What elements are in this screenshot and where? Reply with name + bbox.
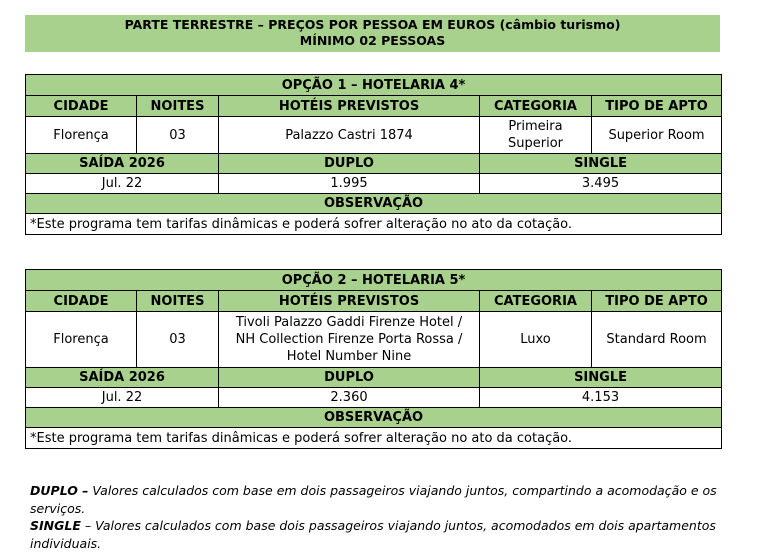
- col-header-cidade: CIDADE: [26, 291, 137, 312]
- price-duplo: 2.360: [219, 388, 480, 408]
- hotel-name: Tivoli Palazzo Gaddi Firenze Hotel /: [235, 315, 463, 330]
- option-title: OPÇÃO 1 – HOTELARIA 4*: [26, 75, 722, 96]
- col-header-tipo: TIPO DE APTO: [592, 96, 722, 117]
- price-saida: Jul. 22: [26, 388, 219, 408]
- price-header-single: SINGLE: [480, 368, 722, 388]
- observacao-text: *Este programa tem tarifas dinâmicas e poderá sofrer alteração no ato da cotação.: [26, 214, 722, 235]
- price-header-saida: SAÍDA 2026: [26, 368, 219, 388]
- col-header-categoria: CATEGORIA: [480, 291, 592, 312]
- cell-categoria: [480, 117, 592, 154]
- cell-cidade: Florença: [26, 117, 137, 154]
- option-title: OPÇÃO 2 – HOTELARIA 5*: [26, 270, 722, 291]
- cell-hoteis: [219, 117, 480, 154]
- option-2-table: [25, 269, 722, 449]
- observacao-title: OBSERVAÇÃO: [26, 194, 722, 214]
- option-1-table: [25, 74, 722, 235]
- hotel-name: Palazzo Castri 1874: [285, 127, 413, 143]
- col-header-categoria: CATEGORIA: [480, 96, 592, 117]
- col-header-noites: NOITES: [137, 96, 219, 117]
- price-header-single: SINGLE: [480, 154, 722, 174]
- price-duplo: 1.995: [219, 174, 480, 194]
- price-header-saida: SAÍDA 2026: [26, 154, 219, 174]
- price-single: 3.495: [480, 174, 722, 194]
- cell-tipo: Superior Room: [592, 117, 722, 154]
- col-header-hoteis: HOTÉIS PREVISTOS: [219, 96, 480, 117]
- cell-tipo: Standard Room: [592, 312, 722, 368]
- categoria-line: Primeira: [508, 119, 563, 134]
- footnote-duplo-label: DUPLO –: [30, 483, 89, 498]
- cell-noites: 03: [137, 117, 219, 154]
- footnote-single-text: – Valores calculados com base dois passageiros viajando juntos, acomodados em dois apartamentos individuais.: [30, 518, 716, 551]
- col-header-tipo: TIPO DE APTO: [592, 291, 722, 312]
- categoria-line: Superior: [508, 136, 563, 151]
- categoria-line: Luxo: [520, 332, 551, 347]
- table-row: [26, 117, 722, 154]
- price-header-duplo: DUPLO: [219, 368, 480, 388]
- table-row: [26, 174, 722, 194]
- observacao-text: *Este programa tem tarifas dinâmicas e poderá sofrer alteração no ato da cotação.: [26, 428, 722, 449]
- price-header-duplo: DUPLO: [219, 154, 480, 174]
- cell-categoria: [480, 312, 592, 368]
- footnotes: [30, 482, 754, 552]
- price-single: 4.153: [480, 388, 722, 408]
- footnote-single: [30, 517, 754, 552]
- footnote-duplo-text: Valores calculados com base em dois passageiros viajando juntos, compartindo a acomodação e os serviços.: [30, 483, 717, 516]
- hotel-name: NH Collection Firenze Porta Rossa /: [235, 332, 463, 347]
- table-row: [26, 312, 722, 368]
- col-header-noites: NOITES: [137, 291, 219, 312]
- price-saida: Jul. 22: [26, 174, 219, 194]
- header-title: PARTE TERRESTRE – PREÇOS POR PESSOA EM EUROS (câmbio turismo): [124, 17, 621, 32]
- footnote-duplo: [30, 482, 754, 517]
- observacao-title: OBSERVAÇÃO: [26, 408, 722, 428]
- cell-noites: 03: [137, 312, 219, 368]
- cell-cidade: Florença: [26, 312, 137, 368]
- table-row: [26, 388, 722, 408]
- hotel-name: Hotel Number Nine: [286, 349, 412, 364]
- pricing-header-banner: [25, 15, 720, 52]
- footnote-single-label: SINGLE: [30, 518, 81, 533]
- col-header-hoteis: HOTÉIS PREVISTOS: [219, 291, 480, 312]
- cell-hoteis: [219, 312, 480, 368]
- header-subtitle: MÍNIMO 02 PESSOAS: [299, 33, 446, 48]
- col-header-cidade: CIDADE: [26, 96, 137, 117]
